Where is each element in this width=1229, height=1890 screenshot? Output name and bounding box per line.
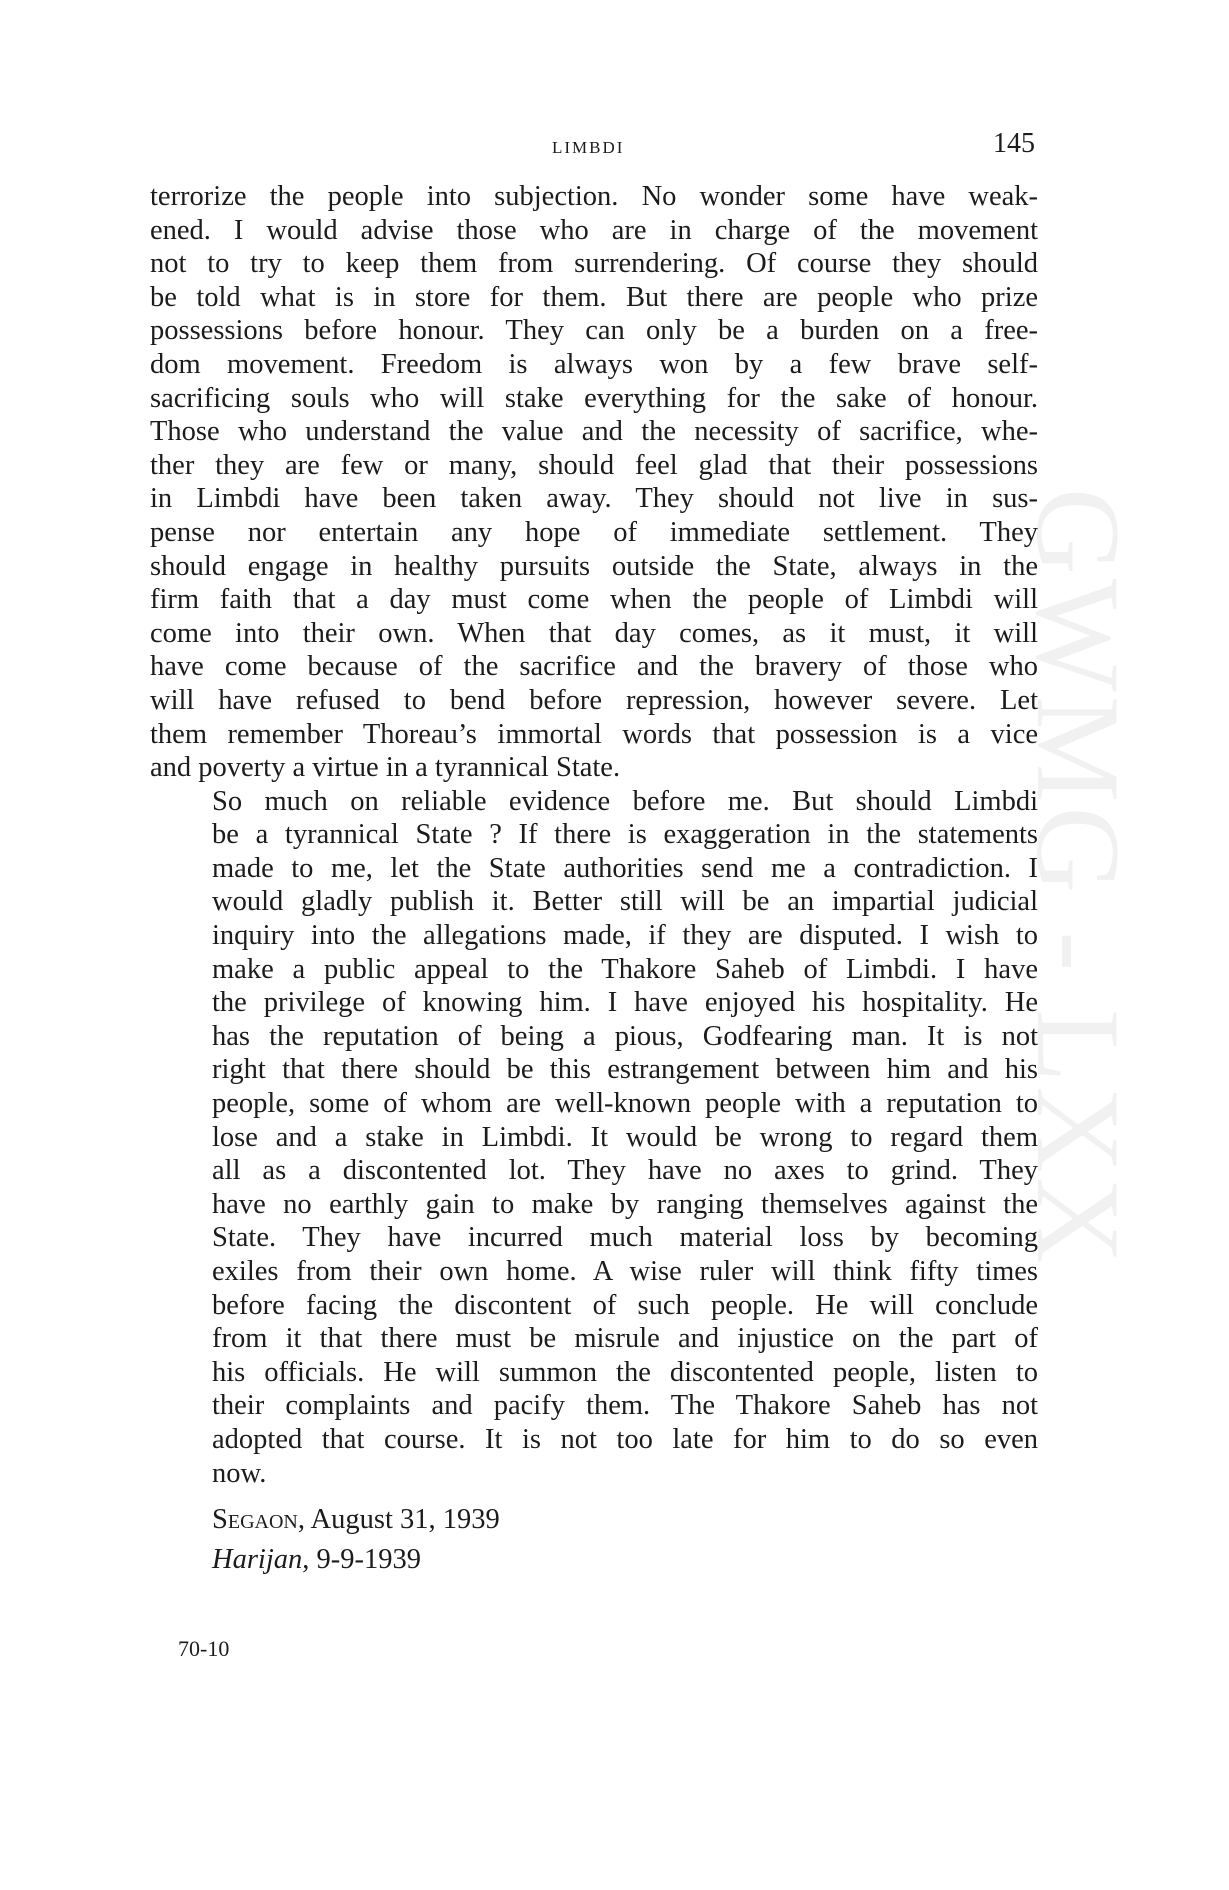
page-number: 145 (993, 128, 1035, 159)
text-line: before facing the discontent of such people. He will conclude (212, 1289, 1038, 1321)
text-line: possessions before honour. They can only be a burden on a free- (150, 315, 1038, 347)
footer-code: 70-10 (178, 1636, 230, 1661)
signoff (212, 1500, 500, 1580)
text-line: not to try to keep them from surrendering. Of course they should (150, 248, 1038, 280)
text-line: pense nor entertain any hope of immediate settlement. They (150, 516, 1038, 548)
text-line: have come because of the sacrifice and the bravery of those who (150, 651, 1038, 683)
text-line: and poverty a virtue in a tyrannical State. (150, 752, 621, 784)
text-line: inquiry into the allegations made, if they are disputed. I wish to (212, 920, 1038, 952)
source-line: Harijan, 9-9-1939 (212, 1544, 421, 1575)
text-line: ther they are few or many, should feel glad that their possessions (150, 449, 1038, 481)
text-line: would gladly publish it. Better still will be an impartial judicial (212, 886, 1038, 918)
text-line: sacrificing souls who will stake everything for the sake of honour. (150, 382, 1038, 414)
text-line: State. They have incurred much material loss by becoming (212, 1222, 1038, 1254)
text-line: right that there should be this estrangement between him and his (212, 1054, 1038, 1086)
body-text (150, 180, 1038, 1490)
text-line: made to me, let the State authorities send me a contradiction. I (212, 852, 1038, 884)
text-line: exiles from their own home. A wise ruler will think fifty times (212, 1256, 1038, 1287)
text-line: firm faith that a day must come when the people of Limbdi will (150, 584, 1038, 616)
text-line: come into their own. When that day comes, as it must, it will (150, 617, 1038, 649)
text-line: has the reputation of being a pious, Godfearing man. It is not (212, 1020, 1038, 1052)
text-line: Those who understand the value and the necessity of sacrifice, whe- (150, 416, 1038, 448)
text-line: should engage in healthy pursuits outside the State, always in the (150, 550, 1038, 582)
watermark: GWMG - LXX (1012, 488, 1145, 1268)
text-line: their complaints and pacify them. The Thakore Saheb has not (212, 1390, 1038, 1422)
text-line: dom movement. Freedom is always won by a few brave self- (150, 348, 1038, 380)
place-date-line: Segaon, August 31, 1939 (212, 1504, 500, 1535)
paragraph (150, 785, 1038, 1490)
text-line: now. (212, 1457, 267, 1489)
text-line: So much on reliable evidence before me. But should Limbdi (212, 785, 1038, 817)
text-line: them remember Thoreau’s immortal words that possession is a vice (150, 718, 1038, 750)
text-line: have no earthly gain to make by ranging themselves against the (212, 1188, 1038, 1220)
text-line: be a tyrannical State ? If there is exaggeration in the statements (212, 819, 1038, 851)
text-line: people, some of whom are well-known people with a reputation to (212, 1088, 1038, 1120)
source-title: Harijan (212, 1544, 303, 1575)
text-line: terrorize the people into subjection. No wonder some have weak- (150, 181, 1038, 212)
text-line: all as a discontented lot. They have no axes to grind. They (212, 1155, 1038, 1187)
text-line: ened. I would advise those who are in charge of the movement (150, 214, 1038, 246)
text-line: adopted that course. It is not too late for him to do so even (212, 1423, 1038, 1455)
text-line: make a public appeal to the Thakore Saheb of Limbdi. I have (212, 953, 1038, 985)
text-line: lose and a stake in Limbdi. It would be wrong to regard them (212, 1121, 1038, 1153)
source-date: 9-9-1939 (316, 1544, 421, 1575)
date: August 31, 1939 (310, 1504, 500, 1535)
text-line: the privilege of knowing him. I have enjoyed his hospitality. He (212, 987, 1038, 1019)
text-line: his officials. He will summon the discontented people, listen to (212, 1356, 1038, 1388)
text-line: from it that there must be misrule and injustice on the part of (212, 1323, 1038, 1355)
paragraph (150, 180, 1038, 785)
text-line: be told what is in store for them. But there are people who prize (150, 281, 1038, 313)
text-line: in Limbdi have been taken away. They should not live in sus- (150, 483, 1038, 515)
running-title: LIMBDI (552, 138, 625, 157)
text-line: will have refused to bend before repression, however severe. Let (150, 684, 1038, 716)
place: Segaon (212, 1504, 298, 1535)
